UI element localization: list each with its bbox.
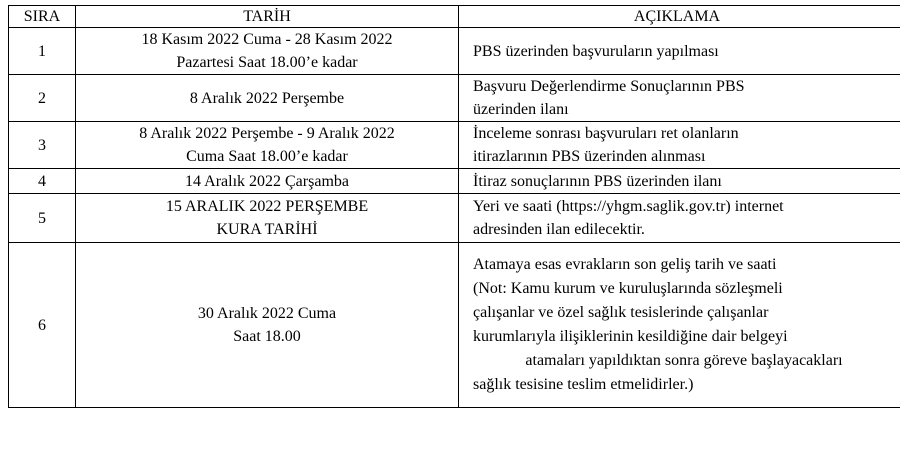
row-number: 4 xyxy=(9,169,76,194)
description-line: adresinden ilan edilecektir. xyxy=(473,221,645,238)
row-number: 2 xyxy=(9,75,76,122)
description-line: üzerinden ilanı xyxy=(473,101,569,118)
row-date xyxy=(76,194,459,243)
date-line: 8 Aralık 2022 Perşembe xyxy=(189,89,345,107)
date-line: Pazartesi Saat 18.00’e kadar xyxy=(176,54,358,71)
description-line: sağlık tesisine teslim etmelidirler.) xyxy=(473,376,694,393)
row-description xyxy=(459,122,900,169)
row-description xyxy=(459,169,900,194)
table-row xyxy=(9,243,900,408)
description-line: Atamaya esas evrakların son geliş tarih ve saati xyxy=(473,256,777,273)
date-line: 8 Aralık 2022 Perşembe - 9 Aralık 2022 xyxy=(139,125,395,142)
row-date xyxy=(76,243,459,408)
description-line: çalışanlar ve özel sağlık tesislerinde çalışanlar xyxy=(473,304,769,321)
row-date xyxy=(76,28,459,75)
description-line: kurumlarıyla ilişiklerinin kesildiğine dair belgeyi xyxy=(473,328,788,345)
header-row xyxy=(9,6,900,28)
row-date xyxy=(76,169,459,194)
row-description xyxy=(459,28,900,75)
description-line: Başvuru Değerlendirme Sonuçlarının PBS xyxy=(473,78,745,95)
date-line: 18 Kasım 2022 Cuma - 28 Kasım 2022 xyxy=(141,31,393,48)
date-line: 14 Aralık 2022 Çarşamba xyxy=(185,172,349,190)
row-date xyxy=(76,75,459,122)
row-number: 1 xyxy=(9,28,76,75)
row-description xyxy=(459,194,900,243)
row-description xyxy=(459,243,900,408)
description-line: Yeri ve saati (https://yhgm.saglik.gov.tr) internet xyxy=(473,198,784,215)
date-line: 30 Aralık 2022 Cuma xyxy=(197,305,337,322)
row-description xyxy=(459,75,900,122)
date-line: 15 ARALIK 2022 PERŞEMBE xyxy=(165,198,369,215)
table-row xyxy=(9,169,900,194)
date-line: KURA TARİHİ xyxy=(216,221,318,238)
row-number: 6 xyxy=(9,243,76,408)
table-row xyxy=(9,122,900,169)
row-date xyxy=(76,122,459,169)
row-number: 3 xyxy=(9,122,76,169)
description-line: İnceleme sonrası başvuruları ret olanların xyxy=(473,125,739,142)
schedule-table xyxy=(8,5,900,408)
table-row xyxy=(9,28,900,75)
table-row xyxy=(9,194,900,243)
description-line: İtiraz sonuçlarının PBS üzerinden ilanı xyxy=(473,172,722,190)
description-line: itirazlarının PBS üzerinden alınması xyxy=(473,148,706,165)
date-line: Saat 18.00 xyxy=(233,328,301,345)
table-row xyxy=(9,75,900,122)
description-line: (Not: Kamu kurum ve kuruluşlarında sözleşmeli xyxy=(473,280,783,297)
description-line: atamaları yapıldıktan sonra göreve başlayacakları xyxy=(525,352,843,369)
date-line: Cuma Saat 18.00’e kadar xyxy=(186,148,348,165)
row-number: 5 xyxy=(9,194,76,243)
description-line: PBS üzerinden başvuruların yapılması xyxy=(473,42,719,60)
header-aciklama: AÇIKLAMA xyxy=(459,6,900,28)
header-sira: SIRA xyxy=(9,6,76,28)
header-tarih: TARİH xyxy=(76,6,459,28)
